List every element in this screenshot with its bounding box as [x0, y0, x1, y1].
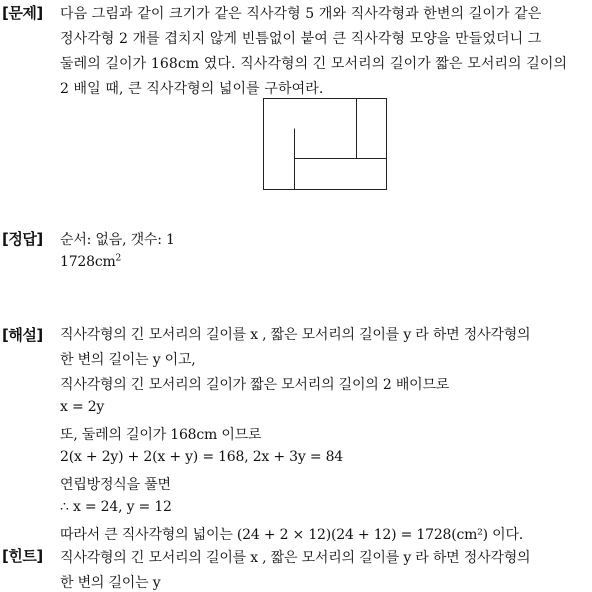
solution-line-9: 따라서 큰 직사각형의 넓이는 (24 + 2 × 12)(24 + 12) = 1728(cm²) 이다. — [60, 527, 524, 543]
solution-line-5: 또, 둘레의 길이가 168cm 이므로 — [60, 427, 262, 443]
solution-line-7: 연립방정식을 풀면 — [60, 477, 171, 493]
outer-rectangle — [264, 99, 387, 190]
problem-line-3: 둘레의 길이가 168cm 였다. 직사각형의 긴 모서리의 길이가 짧은 모서리의 길이의 — [60, 56, 568, 72]
answer-value — [60, 254, 121, 270]
solution-line-3: 직사각형의 긴 모서리의 길이가 짧은 모서리의 길이의 2 배이므로 — [60, 377, 450, 393]
answer-value-text: 1728cm — [60, 254, 116, 270]
solution-line-2: 한 변의 길이는 y 이고, — [60, 352, 196, 368]
solution-tag: [해설] — [2, 326, 43, 344]
solution-line-4: x = 2y — [60, 399, 105, 415]
hint-line-1: 직사각형의 긴 모서리의 길이를 x , 짧은 모서리의 길이를 y 라 하면 정사각형의 — [60, 550, 531, 566]
answer-tag: [정답] — [2, 230, 43, 248]
rectangle-figure — [263, 98, 387, 190]
solution-line-8: ∴ x = 24, y = 12 — [60, 499, 172, 515]
problem-tag: [문제] — [2, 4, 43, 22]
answer-value-sup: 2 — [115, 253, 122, 264]
solution-line-6: 2(x + 2y) + 2(x + y) = 168, 2x + 3y = 84 — [60, 449, 344, 465]
hint-line-2: 한 변의 길이는 y — [60, 575, 161, 591]
problem-line-4: 2 배일 때, 큰 직사각형의 넓이를 구하여라. — [60, 81, 324, 97]
answer-meta: 순서: 없음, 갯수: 1 — [60, 232, 175, 248]
hint-tag: [힌트] — [2, 547, 43, 565]
problem-line-1: 다음 그림과 같이 크기가 같은 직사각형 5 개와 직사각형과 한변의 길이가 같은 — [60, 6, 542, 22]
solution-line-1: 직사각형의 긴 모서리의 길이를 x , 짧은 모서리의 길이를 y 라 하면 정사각형의 — [60, 327, 531, 343]
problem-line-2: 정사각형 2 개를 겹치지 않게 빈틈없이 붙여 큰 직사각형 모양을 만들었더니 그 — [60, 31, 542, 47]
